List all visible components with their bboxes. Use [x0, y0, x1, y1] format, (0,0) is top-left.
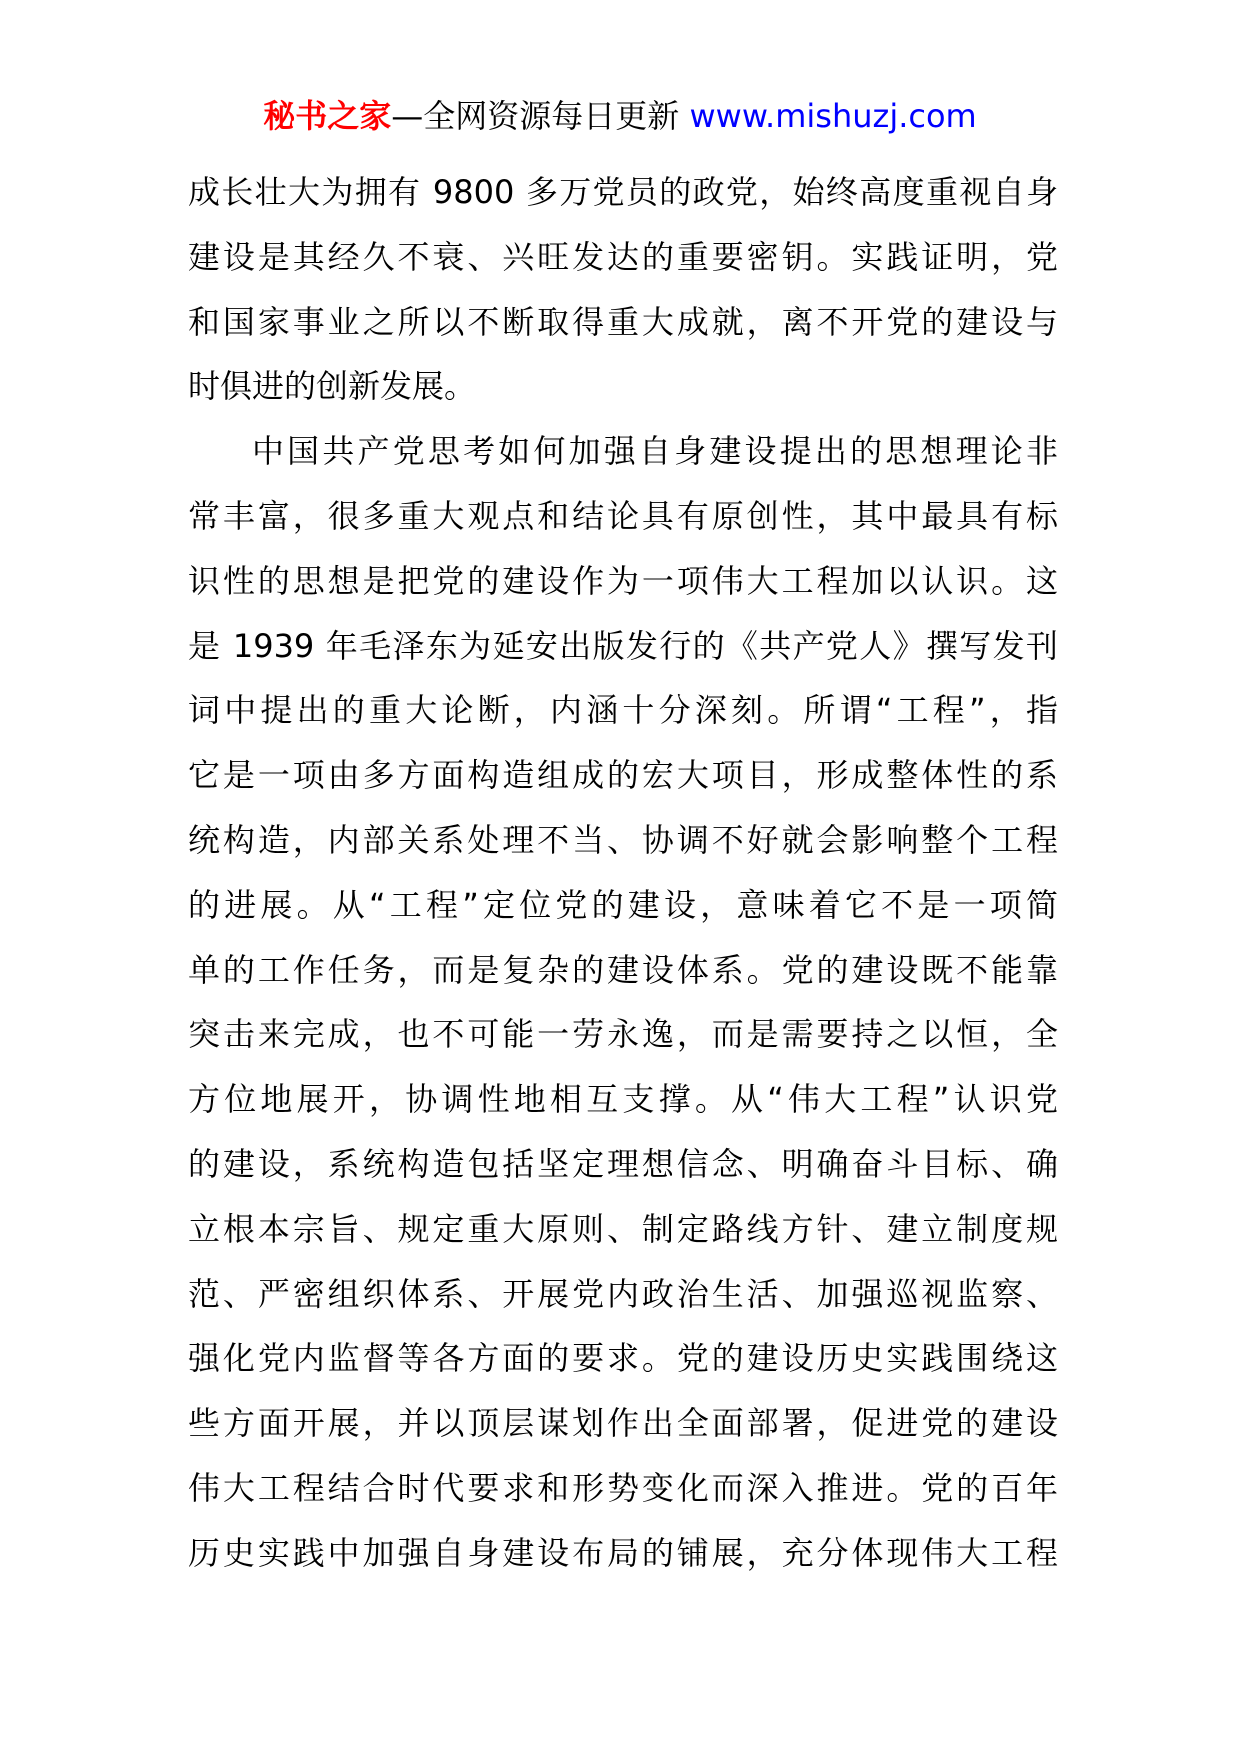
document-body — [188, 160, 1058, 1586]
text-line: 和国家事业之所以不断取得重大成就，离不开党的建设与 — [188, 302, 1058, 341]
header-tagline: —全网资源每日更新 — [391, 97, 680, 135]
text-line: 识性的思想是把党的建设作为一项伟大工程加以认识。这 — [188, 561, 1058, 600]
text-line: 的进展。从“工程”定位党的建设，意味着它不是一项简 — [188, 885, 1058, 924]
text-line: 的建设，系统构造包括坚定理想信念、明确奋斗目标、确 — [188, 1144, 1058, 1183]
text-line: 强化党内监督等各方面的要求。党的建设历史实践围绕这 — [188, 1339, 1058, 1378]
text-line: 成长壮大为拥有 9800 多万党员的政党，始终高度重视自身 — [188, 173, 1058, 211]
text-line: 建设是其经久不衰、兴旺发达的重要密钥。实践证明，党 — [188, 237, 1058, 276]
paragraph-first-line: 中国共产党思考如何加强自身建设提出的思想理论非 — [252, 432, 1058, 471]
text-line: 词中提出的重大论断，内涵十分深刻。所谓“工程”，指 — [188, 691, 1058, 730]
page-header — [0, 96, 1240, 136]
text-line: 立根本宗旨、规定重大原则、制定路线方针、建立制度规 — [188, 1209, 1058, 1248]
text-line: 方位地展开，协调性地相互支撑。从“伟大工程”认识党 — [188, 1080, 1058, 1119]
text-line: 单的工作任务，而是复杂的建设体系。党的建设既不能靠 — [188, 950, 1058, 989]
text-line: 它是一项由多方面构造组成的宏大项目，形成整体性的系 — [188, 756, 1058, 795]
text-line: 时俱进的创新发展。 — [188, 367, 477, 406]
brand-name: 秘书之家 — [263, 97, 392, 135]
text-line: 常丰富，很多重大观点和结论具有原创性，其中最具有标 — [188, 496, 1058, 535]
text-line: 历史实践中加强自身建设布局的铺展，充分体现伟大工程 — [188, 1533, 1058, 1572]
text-line: 伟大工程结合时代要求和形势变化而深入推进。党的百年 — [188, 1468, 1058, 1507]
site-url-link[interactable]: www.mishuzj.com — [689, 97, 977, 135]
text-line: 范、严密组织体系、开展党内政治生活、加强巡视监察、 — [188, 1274, 1058, 1313]
text-line: 突击来完成，也不可能一劳永逸，而是需要持之以恒，全 — [188, 1015, 1058, 1054]
text-line: 些方面开展，并以顶层谋划作出全面部署，促进党的建设 — [188, 1404, 1058, 1443]
text-line: 统构造，内部关系处理不当、协调不好就会影响整个工程 — [188, 820, 1058, 859]
text-line: 是 1939 年毛泽东为延安出版发行的《共产党人》撰写发刊 — [188, 626, 1058, 665]
